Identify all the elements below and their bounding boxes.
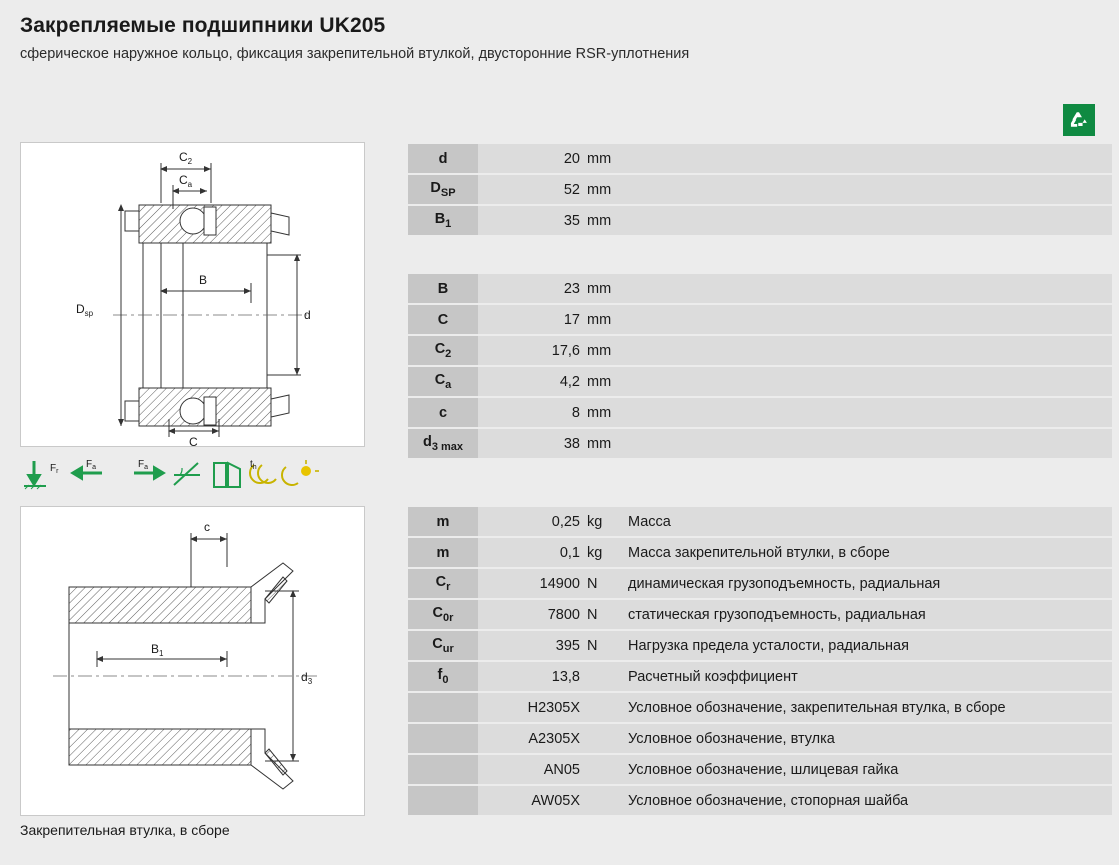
- row-value: [478, 175, 618, 204]
- fig1-label-c: C: [189, 435, 198, 446]
- table-row: [408, 398, 1112, 427]
- table-row: [408, 206, 1112, 235]
- page-title: Закрепляемые подшипники UK205: [20, 14, 386, 37]
- unit-text: mm: [587, 280, 612, 297]
- radial-load-icon: [24, 461, 46, 489]
- table-row: [408, 507, 1112, 536]
- symbol-sub: 3 max: [431, 440, 464, 453]
- row-desc: [618, 206, 1112, 235]
- value-text: 4,2: [559, 373, 580, 390]
- value-text: AW05X: [531, 792, 580, 809]
- symbol-text: C: [435, 574, 447, 591]
- symbol-text: B: [434, 211, 446, 228]
- table-row: [408, 538, 1112, 567]
- row-symbol: [408, 175, 478, 204]
- value-text: 395: [555, 637, 580, 654]
- row-value: [478, 336, 618, 365]
- symbol-text: D: [430, 180, 441, 197]
- row-value: [478, 144, 618, 173]
- value-text: 14900: [539, 575, 580, 592]
- row-symbol: [408, 429, 478, 458]
- row-symbol: [408, 206, 478, 235]
- row-symbol: [408, 367, 478, 396]
- value-text: 0,25: [551, 513, 580, 530]
- row-value: [478, 507, 618, 536]
- fig2-label-c: c: [204, 520, 210, 534]
- table-row: [408, 175, 1112, 204]
- symbol-text: C: [434, 341, 446, 358]
- row-value: [478, 786, 618, 815]
- unit-text: mm: [587, 342, 612, 359]
- row-symbol: [408, 274, 478, 303]
- misalignment-icon: [174, 463, 200, 485]
- row-desc: Условное обозначение, втулка: [618, 724, 1112, 753]
- symbol-text: C: [432, 605, 444, 622]
- figure-caption: Закрепительная втулка, в сборе: [20, 822, 230, 838]
- row-desc: динамическая грузоподъемность, радиальная: [618, 569, 1112, 598]
- symbol-sub: 0: [442, 673, 449, 686]
- fig1-label-ca: $C_a$: [179, 173, 193, 189]
- row-symbol: [408, 569, 478, 598]
- bearing-cross-section-figure: [20, 142, 365, 447]
- row-desc: [618, 144, 1112, 173]
- unit-text: kg: [587, 544, 603, 561]
- row-desc: [618, 398, 1112, 427]
- row-desc: Масса закрепительной втулки, в сборе: [618, 538, 1112, 567]
- table-row: [408, 367, 1112, 396]
- row-value: [478, 662, 618, 691]
- dimensions-main-table: [408, 142, 1112, 237]
- row-symbol: [408, 693, 478, 722]
- row-desc: Масса: [618, 507, 1112, 536]
- row-symbol: [408, 662, 478, 691]
- unit-text: mm: [587, 212, 612, 229]
- unit-text: mm: [587, 373, 612, 390]
- dimensions-extra-table: [408, 272, 1112, 460]
- properties-table: [408, 505, 1112, 817]
- value-text: AN05: [543, 761, 580, 778]
- unit-text: N: [587, 637, 598, 654]
- row-value: [478, 274, 618, 303]
- symbol-text: C: [437, 311, 449, 328]
- row-desc: Условное обозначение, стопорная шайба: [618, 786, 1112, 815]
- row-symbol: [408, 786, 478, 815]
- row-value: [478, 693, 618, 722]
- row-symbol: [408, 336, 478, 365]
- value-text: 17: [563, 311, 580, 328]
- icon-label-th: $t_h$: [250, 459, 257, 471]
- value-text: 17,6: [551, 342, 580, 359]
- row-value: [478, 367, 618, 396]
- row-desc: [618, 274, 1112, 303]
- icon-label-fa-2: $F_a$: [138, 459, 149, 471]
- symbol-text: C: [434, 372, 446, 389]
- symbol-text: d: [438, 150, 448, 167]
- fig1-label-b: B: [199, 273, 208, 287]
- row-desc: [618, 336, 1112, 365]
- row-desc: [618, 305, 1112, 334]
- fig2-label-d3: $d_3$: [301, 670, 313, 686]
- row-symbol: [408, 305, 478, 334]
- adapter-sleeve-figure: [20, 506, 365, 816]
- symbol-text: c: [438, 404, 448, 421]
- row-value: [478, 305, 618, 334]
- unit-text: kg: [587, 513, 603, 530]
- unit-text: mm: [587, 150, 612, 167]
- fig1-label-d: d: [304, 308, 311, 322]
- unit-text: mm: [587, 404, 612, 421]
- symbol-text: B: [437, 280, 449, 297]
- row-value: [478, 398, 618, 427]
- unit-text: mm: [587, 181, 612, 198]
- row-value: [478, 569, 618, 598]
- page-subtitle: сферическое наружное кольцо, фиксация закрепительной втулкой, двусторонние RSR-уплотнения: [20, 46, 690, 62]
- table-row: [408, 662, 1112, 691]
- row-symbol: [408, 538, 478, 567]
- table-row: [408, 336, 1112, 365]
- row-desc: [618, 367, 1112, 396]
- row-symbol: [408, 631, 478, 660]
- table-row: [408, 631, 1112, 660]
- symbol-sub: 0r: [443, 611, 454, 624]
- symbol-text: f: [437, 667, 443, 684]
- row-value: [478, 206, 618, 235]
- fig2-label-b1: $B_1$: [151, 642, 164, 658]
- row-value: [478, 429, 618, 458]
- value-text: 52: [563, 181, 580, 198]
- row-desc: Условное обозначение, шлицевая гайка: [618, 755, 1112, 784]
- row-value: [478, 538, 618, 567]
- row-desc: Нагрузка предела усталости, радиальная: [618, 631, 1112, 660]
- value-text: 38: [563, 435, 580, 452]
- row-symbol: [408, 724, 478, 753]
- value-text: 13,8: [551, 668, 580, 685]
- table-row: [408, 274, 1112, 303]
- table-row: [408, 724, 1112, 753]
- table-row: [408, 569, 1112, 598]
- row-value: [478, 724, 618, 753]
- unit-text: N: [587, 606, 598, 623]
- symbol-text: m: [436, 544, 450, 561]
- recycle-icon[interactable]: [1063, 104, 1095, 136]
- icon-label-fr: $F_r$: [50, 463, 59, 475]
- symbol-sub: SP: [440, 186, 456, 199]
- sealing-icon: [214, 463, 240, 487]
- value-text: 8: [571, 404, 580, 421]
- row-value: [478, 755, 618, 784]
- value-text: H2305X: [527, 699, 580, 716]
- table-row: [408, 429, 1112, 458]
- unit-text: mm: [587, 435, 612, 452]
- table-row: [408, 305, 1112, 334]
- row-symbol: [408, 755, 478, 784]
- value-text: 20: [563, 150, 580, 167]
- value-text: A2305X: [528, 730, 580, 747]
- row-desc: Расчетный коэффициент: [618, 662, 1112, 691]
- unit-text: mm: [587, 311, 612, 328]
- table-row: [408, 755, 1112, 784]
- symbol-sub: 1: [445, 217, 452, 230]
- fig1-label-dsp: $D_{sp}$: [76, 302, 94, 318]
- icon-label-fa-1: $F_a$: [86, 459, 97, 471]
- value-text: 23: [563, 280, 580, 297]
- row-desc: статическая грузоподъемность, радиальная: [618, 600, 1112, 629]
- value-text: 7800: [547, 606, 580, 623]
- symbol-text: m: [436, 513, 450, 530]
- fig1-label-c2: $C_2$: [179, 150, 193, 166]
- row-symbol: [408, 600, 478, 629]
- symbol-sub: a: [445, 378, 452, 391]
- symbol-text: d: [422, 434, 432, 451]
- value-text: 35: [563, 212, 580, 229]
- symbol-sub: 2: [445, 347, 452, 360]
- property-icon-row: [22, 455, 367, 493]
- row-value: [478, 631, 618, 660]
- row-desc: [618, 429, 1112, 458]
- table-row: [408, 600, 1112, 629]
- row-symbol: [408, 507, 478, 536]
- table-row: [408, 693, 1112, 722]
- row-symbol: [408, 398, 478, 427]
- row-symbol: [408, 144, 478, 173]
- row-desc: [618, 175, 1112, 204]
- symbol-text: C: [432, 636, 443, 653]
- row-value: [478, 600, 618, 629]
- value-text: 0,1: [559, 544, 580, 561]
- table-row: [408, 144, 1112, 173]
- symbol-sub: r: [446, 580, 451, 593]
- symbol-sub: ur: [442, 642, 454, 655]
- table-row: [408, 786, 1112, 815]
- unit-text: N: [587, 575, 598, 592]
- lubrication-icon: [282, 460, 319, 485]
- row-desc: Условное обозначение, закрепительная втулка, в сборе: [618, 693, 1112, 722]
